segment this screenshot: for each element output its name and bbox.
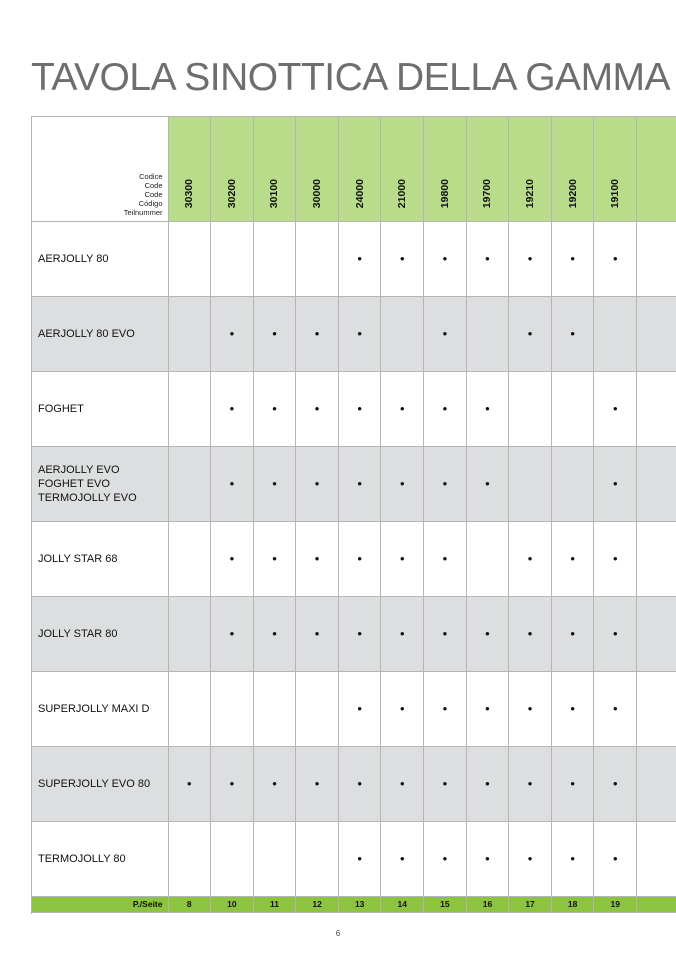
compatibility-dot: • xyxy=(527,701,533,716)
product-name-line: AERJOLLY 80 EVO xyxy=(38,327,135,340)
compatibility-cell xyxy=(466,371,509,446)
compatibility-dot: • xyxy=(399,701,405,716)
compatibility-dot: • xyxy=(570,776,575,791)
product-name-line: TERMOJOLLY EVO xyxy=(38,491,137,504)
product-name-line: JOLLY STAR 80 xyxy=(38,627,118,640)
footer-row xyxy=(32,896,676,912)
footer-empty-cell xyxy=(637,896,676,912)
compatibility-dot: • xyxy=(442,701,448,716)
product-name xyxy=(32,596,168,671)
compatibility-dot: • xyxy=(314,326,320,341)
compatibility-cell xyxy=(253,221,296,296)
compatibility-cell xyxy=(211,596,254,671)
compatibility-cell xyxy=(424,671,467,746)
empty-cell xyxy=(637,221,676,296)
compatibility-cell xyxy=(509,371,552,446)
code-header-cell xyxy=(338,117,381,221)
compatibility-dot: • xyxy=(442,851,448,866)
compatibility-dot: • xyxy=(357,251,362,266)
compatibility-cell xyxy=(253,821,296,896)
compatibility-cell xyxy=(253,521,296,596)
compatibility-dot: • xyxy=(485,851,490,866)
compatibility-dot: • xyxy=(570,851,575,866)
compatibility-dot: • xyxy=(485,401,490,416)
compatibility-cell xyxy=(253,671,296,746)
compatibility-cell xyxy=(381,746,424,821)
compatibility-cell xyxy=(424,521,467,596)
footer-page-number: 17 xyxy=(509,896,552,912)
compatibility-cell xyxy=(466,221,509,296)
compatibility-cell xyxy=(509,296,552,371)
compatibility-cell xyxy=(168,521,211,596)
compatibility-cell xyxy=(381,521,424,596)
compatibility-cell xyxy=(594,821,637,896)
code-header-cell xyxy=(424,117,467,221)
page-title: TAVOLA SINOTTICA DELLA GAMMA xyxy=(31,56,671,99)
compatibility-dot: • xyxy=(272,326,277,341)
product-name-line: AERJOLLY EVO xyxy=(38,463,120,476)
empty-cell xyxy=(637,446,676,521)
compatibility-dot: • xyxy=(314,476,320,491)
compatibility-dot: • xyxy=(314,626,320,641)
code-header-value: 30000 xyxy=(311,179,324,209)
empty-cell xyxy=(637,296,676,371)
compatibility-cell xyxy=(296,446,339,521)
compatibility-dot: • xyxy=(272,551,277,566)
compatibility-cell xyxy=(168,821,211,896)
code-header-cell xyxy=(381,117,424,221)
compatibility-dot: • xyxy=(399,251,405,266)
compatibility-cell xyxy=(296,596,339,671)
code-header-cell-empty xyxy=(637,117,676,221)
compatibility-cell xyxy=(381,221,424,296)
compatibility-cell xyxy=(211,746,254,821)
compatibility-cell xyxy=(296,221,339,296)
compatibility-cell xyxy=(466,596,509,671)
compatibility-cell xyxy=(551,521,594,596)
compatibility-cell xyxy=(296,671,339,746)
compatibility-cell xyxy=(211,521,254,596)
compatibility-dot: • xyxy=(442,476,448,491)
table-row xyxy=(32,821,676,896)
compatibility-cell xyxy=(338,371,381,446)
compatibility-cell xyxy=(381,821,424,896)
empty-cell xyxy=(637,746,676,821)
code-header-value: 19210 xyxy=(524,179,537,209)
compatibility-dot: • xyxy=(442,626,448,641)
compatibility-dot: • xyxy=(442,326,448,341)
compatibility-cell xyxy=(296,521,339,596)
code-header-cell xyxy=(296,117,339,221)
compatibility-cell xyxy=(551,671,594,746)
compatibility-dot: • xyxy=(570,551,575,566)
code-header-label xyxy=(32,117,168,221)
page-number: 6 xyxy=(335,929,341,938)
compatibility-dot: • xyxy=(314,401,320,416)
compatibility-dot: • xyxy=(399,851,405,866)
compatibility-cell xyxy=(168,296,211,371)
compatibility-dot: • xyxy=(229,776,235,791)
compatibility-dot: • xyxy=(272,776,277,791)
code-header-value: 30300 xyxy=(183,179,196,209)
compatibility-cell xyxy=(296,746,339,821)
product-name-line: TERMOJOLLY 80 xyxy=(38,852,126,865)
compatibility-dot: • xyxy=(272,476,277,491)
table-row xyxy=(32,296,676,371)
compatibility-dot: • xyxy=(612,851,618,866)
code-header-cell xyxy=(509,117,552,221)
compatibility-dot: • xyxy=(612,551,618,566)
compatibility-cell xyxy=(466,296,509,371)
compatibility-cell xyxy=(168,746,211,821)
compatibility-dot: • xyxy=(399,776,405,791)
compatibility-dot: • xyxy=(357,626,362,641)
compatibility-cell xyxy=(509,671,552,746)
code-header-cell xyxy=(466,117,509,221)
compatibility-dot: • xyxy=(229,326,235,341)
code-header-cell xyxy=(551,117,594,221)
compatibility-cell xyxy=(466,671,509,746)
compatibility-cell xyxy=(338,821,381,896)
footer-page-number: 19 xyxy=(594,896,637,912)
compatibility-dot: • xyxy=(612,776,618,791)
compatibility-cell xyxy=(211,446,254,521)
compatibility-cell xyxy=(509,221,552,296)
compatibility-cell xyxy=(509,596,552,671)
compatibility-cell xyxy=(338,446,381,521)
compatibility-cell xyxy=(296,371,339,446)
compatibility-cell xyxy=(211,296,254,371)
footer-page-label: P./Seite xyxy=(32,896,168,912)
compatibility-cell xyxy=(211,671,254,746)
compatibility-cell xyxy=(338,296,381,371)
compatibility-cell xyxy=(551,596,594,671)
compatibility-dot: • xyxy=(570,326,575,341)
compatibility-cell xyxy=(466,446,509,521)
compatibility-dot: • xyxy=(272,626,277,641)
compatibility-dot: • xyxy=(229,401,235,416)
compatibility-cell xyxy=(253,446,296,521)
compatibility-cell xyxy=(509,746,552,821)
compatibility-cell xyxy=(424,821,467,896)
compatibility-cell xyxy=(211,821,254,896)
compatibility-cell xyxy=(168,446,211,521)
table-row xyxy=(32,371,676,446)
compatibility-dot: • xyxy=(442,776,448,791)
footer-page-number: 14 xyxy=(381,896,424,912)
compatibility-dot: • xyxy=(612,626,618,641)
compatibility-cell xyxy=(381,296,424,371)
code-header-value: 19100 xyxy=(609,179,622,209)
compatibility-dot: • xyxy=(612,476,618,491)
compatibility-cell xyxy=(296,296,339,371)
compatibility-cell xyxy=(509,446,552,521)
product-name xyxy=(32,371,168,446)
compatibility-cell xyxy=(424,446,467,521)
compatibility-cell xyxy=(551,221,594,296)
compatibility-dot: • xyxy=(399,551,405,566)
compatibility-cell xyxy=(594,671,637,746)
compatibility-cell xyxy=(381,671,424,746)
footer-page-number: 11 xyxy=(253,896,296,912)
compatibility-dot: • xyxy=(527,776,533,791)
range-table xyxy=(31,116,676,914)
compatibility-cell xyxy=(594,746,637,821)
compatibility-cell xyxy=(253,296,296,371)
compatibility-cell xyxy=(424,371,467,446)
compatibility-cell xyxy=(594,296,637,371)
product-name-line: SUPERJOLLY EVO 80 xyxy=(38,777,151,790)
compatibility-cell xyxy=(253,746,296,821)
compatibility-dot: • xyxy=(399,626,405,641)
empty-cell xyxy=(637,671,676,746)
product-name xyxy=(32,221,168,296)
compatibility-cell xyxy=(338,671,381,746)
code-header-label-line: Code xyxy=(144,180,163,190)
code-header-cell xyxy=(594,117,637,221)
product-name-line: SUPERJOLLY MAXI D xyxy=(38,702,150,715)
compatibility-cell xyxy=(509,821,552,896)
code-header-label-line: Code xyxy=(144,189,163,199)
compatibility-dot: • xyxy=(314,551,320,566)
compatibility-dot: • xyxy=(527,551,533,566)
code-header-cell xyxy=(168,117,211,221)
footer-page-number: 18 xyxy=(551,896,594,912)
code-header-value: 21000 xyxy=(396,179,409,209)
compatibility-dot: • xyxy=(612,701,618,716)
empty-cell xyxy=(637,371,676,446)
footer-page-number: 15 xyxy=(424,896,467,912)
compatibility-cell xyxy=(594,371,637,446)
compatibility-cell xyxy=(168,671,211,746)
compatibility-cell xyxy=(594,221,637,296)
compatibility-dot: • xyxy=(357,551,362,566)
compatibility-dot: • xyxy=(399,476,405,491)
compatibility-cell xyxy=(466,746,509,821)
footer-page-number: 10 xyxy=(211,896,254,912)
code-header-cell xyxy=(253,117,296,221)
compatibility-dot: • xyxy=(570,251,575,266)
compatibility-cell xyxy=(424,596,467,671)
footer-page-number: 16 xyxy=(466,896,509,912)
compatibility-dot: • xyxy=(357,476,362,491)
code-header-value: 19800 xyxy=(438,179,451,209)
compatibility-dot: • xyxy=(272,401,277,416)
compatibility-cell xyxy=(168,221,211,296)
compatibility-cell xyxy=(381,446,424,521)
compatibility-cell xyxy=(338,746,381,821)
compatibility-dot: • xyxy=(485,476,490,491)
compatibility-cell xyxy=(168,371,211,446)
compatibility-dot: • xyxy=(357,401,362,416)
compatibility-cell xyxy=(594,446,637,521)
code-header-value: 19700 xyxy=(481,179,494,209)
code-header-label-line: Código xyxy=(138,198,163,208)
compatibility-cell xyxy=(551,371,594,446)
compatibility-cell xyxy=(211,371,254,446)
compatibility-dot: • xyxy=(527,326,533,341)
footer-page-number: 13 xyxy=(338,896,381,912)
compatibility-dot: • xyxy=(527,626,533,641)
compatibility-cell xyxy=(211,221,254,296)
footer-page-number: 12 xyxy=(296,896,339,912)
footer-page-number: 8 xyxy=(168,896,211,912)
compatibility-cell xyxy=(424,296,467,371)
compatibility-cell xyxy=(424,221,467,296)
compatibility-cell xyxy=(338,221,381,296)
product-name-line: FOGHET EVO xyxy=(38,477,110,490)
compatibility-cell xyxy=(338,596,381,671)
compatibility-cell xyxy=(509,521,552,596)
compatibility-cell xyxy=(253,596,296,671)
compatibility-cell xyxy=(551,446,594,521)
compatibility-dot: • xyxy=(229,476,235,491)
product-name xyxy=(32,746,168,821)
compatibility-dot: • xyxy=(570,701,575,716)
compatibility-dot: • xyxy=(442,251,448,266)
compatibility-cell xyxy=(594,521,637,596)
empty-cell xyxy=(637,521,676,596)
product-name-line: FOGHET xyxy=(38,402,84,415)
product-name xyxy=(32,671,168,746)
code-header-cell xyxy=(211,117,254,221)
compatibility-dot: • xyxy=(357,776,362,791)
compatibility-cell xyxy=(381,596,424,671)
compatibility-cell xyxy=(551,746,594,821)
compatibility-dot: • xyxy=(612,401,618,416)
code-header-value: 30200 xyxy=(225,179,238,209)
product-name xyxy=(32,296,168,371)
table-row xyxy=(32,446,676,521)
table-row xyxy=(32,596,676,671)
empty-cell xyxy=(637,596,676,671)
compatibility-dot: • xyxy=(442,401,448,416)
compatibility-cell xyxy=(466,521,509,596)
compatibility-cell xyxy=(381,371,424,446)
compatibility-dot: • xyxy=(399,401,405,416)
table-row xyxy=(32,521,676,596)
compatibility-cell xyxy=(296,821,339,896)
compatibility-dot: • xyxy=(229,626,235,641)
product-name xyxy=(32,821,168,896)
compatibility-cell xyxy=(338,521,381,596)
compatibility-dot: • xyxy=(527,851,533,866)
compatibility-cell xyxy=(594,596,637,671)
product-name xyxy=(32,446,168,521)
compatibility-dot: • xyxy=(357,326,362,341)
compatibility-cell xyxy=(551,296,594,371)
compatibility-dot: • xyxy=(485,626,490,641)
compatibility-dot: • xyxy=(229,551,235,566)
compatibility-cell xyxy=(424,746,467,821)
code-header-label-line: Teilnummer xyxy=(123,207,163,217)
code-header-label-line: Codice xyxy=(139,171,163,181)
compatibility-cell xyxy=(466,821,509,896)
compatibility-dot: • xyxy=(570,626,575,641)
code-header-value: 30100 xyxy=(268,179,281,209)
product-name-line: JOLLY STAR 68 xyxy=(38,552,118,565)
compatibility-dot: • xyxy=(357,851,362,866)
empty-cell xyxy=(637,821,676,896)
compatibility-dot: • xyxy=(485,776,490,791)
compatibility-dot: • xyxy=(357,701,362,716)
compatibility-dot: • xyxy=(485,251,490,266)
compatibility-dot: • xyxy=(442,551,448,566)
code-header-value: 24000 xyxy=(353,179,366,209)
code-header-value: 19200 xyxy=(566,179,579,209)
compatibility-dot: • xyxy=(314,776,320,791)
table-row xyxy=(32,746,676,821)
compatibility-cell xyxy=(551,821,594,896)
compatibility-dot: • xyxy=(485,701,490,716)
compatibility-dot: • xyxy=(612,251,618,266)
product-name xyxy=(32,521,168,596)
compatibility-cell xyxy=(253,371,296,446)
product-code-table xyxy=(32,117,676,913)
compatibility-cell xyxy=(168,596,211,671)
table-row xyxy=(32,221,676,296)
header-row xyxy=(32,117,676,221)
compatibility-dot: • xyxy=(527,251,533,266)
product-name-line: AERJOLLY 80 xyxy=(38,252,109,265)
compatibility-dot: • xyxy=(187,776,192,791)
table-row xyxy=(32,671,676,746)
